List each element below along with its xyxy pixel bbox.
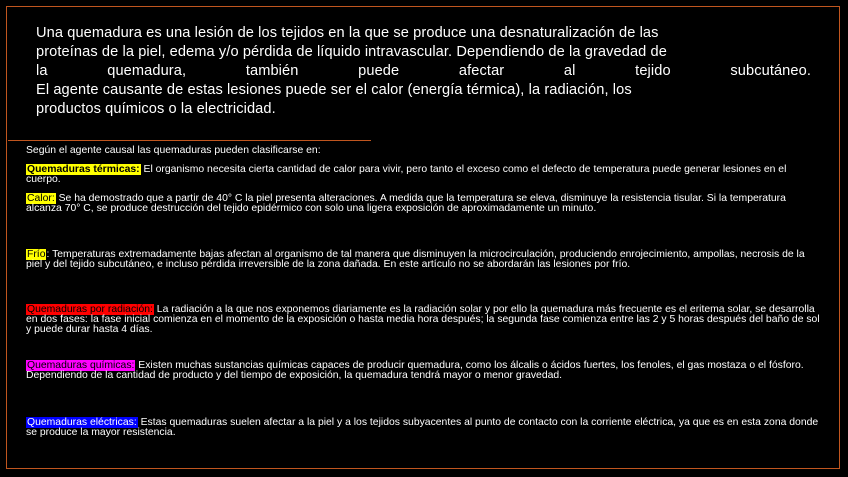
text-cold: : Temperaturas extremadamente bajas afectan al organismo de tal manera que disminuyen la microcirculación, produciendo enrojecimiento, ampollas, necrosis de la piel y del tejido subcutáneo, e incluso pérdida irreversible de la zona dañada. En este artículo no se abordarán las lesiones por frío. xyxy=(26,249,805,270)
intro-paragraph xyxy=(36,24,811,119)
intro-line-2: proteínas de la piel, edema y/o pérdida de líquido intravascular. Dependiendo de la gravedad de xyxy=(36,44,667,60)
text-chemical: Existen muchas sustancias químicas capaces de producir quemadura, como los álcalis o ácidos fuertes, los fenoles, el gas mostaza o el fósforo. Dependiendo de la cantidad de producto y del tiempo de exposición, la quemadura tendrá mayor o menor gravedad. xyxy=(26,360,804,381)
label-radiation: Quemaduras por radiación: xyxy=(27,304,153,315)
label-chemical: Quemaduras químicas: xyxy=(27,360,135,371)
item-cold xyxy=(26,250,821,270)
text-heat: Se ha demostrado que a partir de 40° C la piel presenta alteraciones. A medida que la temperatura se eleva, disminuye la resistencia tisular. Si la temperatura alcanza 70° C, se produce destrucción del tejido epidérmico con solo una ligera exposición de aproximadamente un minuto. xyxy=(26,193,786,214)
text-radiation: La radiación a la que nos exponemos diariamente es la radiación solar y por ello la quemadura más frecuente es el eritema solar, se desarrolla en dos fases: la fase inicial comienza en el momento de la exposición o hasta media hora después; la segunda fase comienza entre las 2 y 5 horas después del baño de sol y puede durar hasta 4 días. xyxy=(26,304,820,335)
label-thermal: Quemaduras térmicas: xyxy=(27,164,140,175)
accent-divider xyxy=(8,140,371,141)
item-heat xyxy=(26,194,821,214)
item-radiation xyxy=(26,305,821,335)
label-heat: Calor: xyxy=(27,193,55,204)
intro-line-3: la quemadura, también puede afectar al tejido subcutáneo. xyxy=(36,63,811,79)
classification-lead: Según el agente causal las quemaduras pueden clasificarse en: xyxy=(26,145,321,156)
item-thermal xyxy=(26,165,821,185)
item-chemical xyxy=(26,361,821,381)
intro-line-5: productos químicos o la electricidad. xyxy=(36,101,276,117)
label-cold: Frío xyxy=(27,249,46,260)
item-electric xyxy=(26,418,821,438)
text-electric: Estas quemaduras suelen afectar a la piel y a los tejidos subyacentes al punto de contacto con la corriente eléctrica, ya que es en esta zona donde se produce la mayor resistencia. xyxy=(26,417,819,438)
intro-line-1: Una quemadura es una lesión de los tejidos en la que se produce una desnaturalización de las xyxy=(36,25,659,41)
text-thermal: El organismo necesita cierta cantidad de calor para vivir, pero tanto el exceso como el defecto de temperatura puede generar lesiones en el cuerpo. xyxy=(26,164,787,185)
intro-line-4: El agente causante de estas lesiones puede ser el calor (energía térmica), la radiación, los xyxy=(36,82,632,98)
label-electric: Quemaduras eléctricas: xyxy=(27,417,137,428)
